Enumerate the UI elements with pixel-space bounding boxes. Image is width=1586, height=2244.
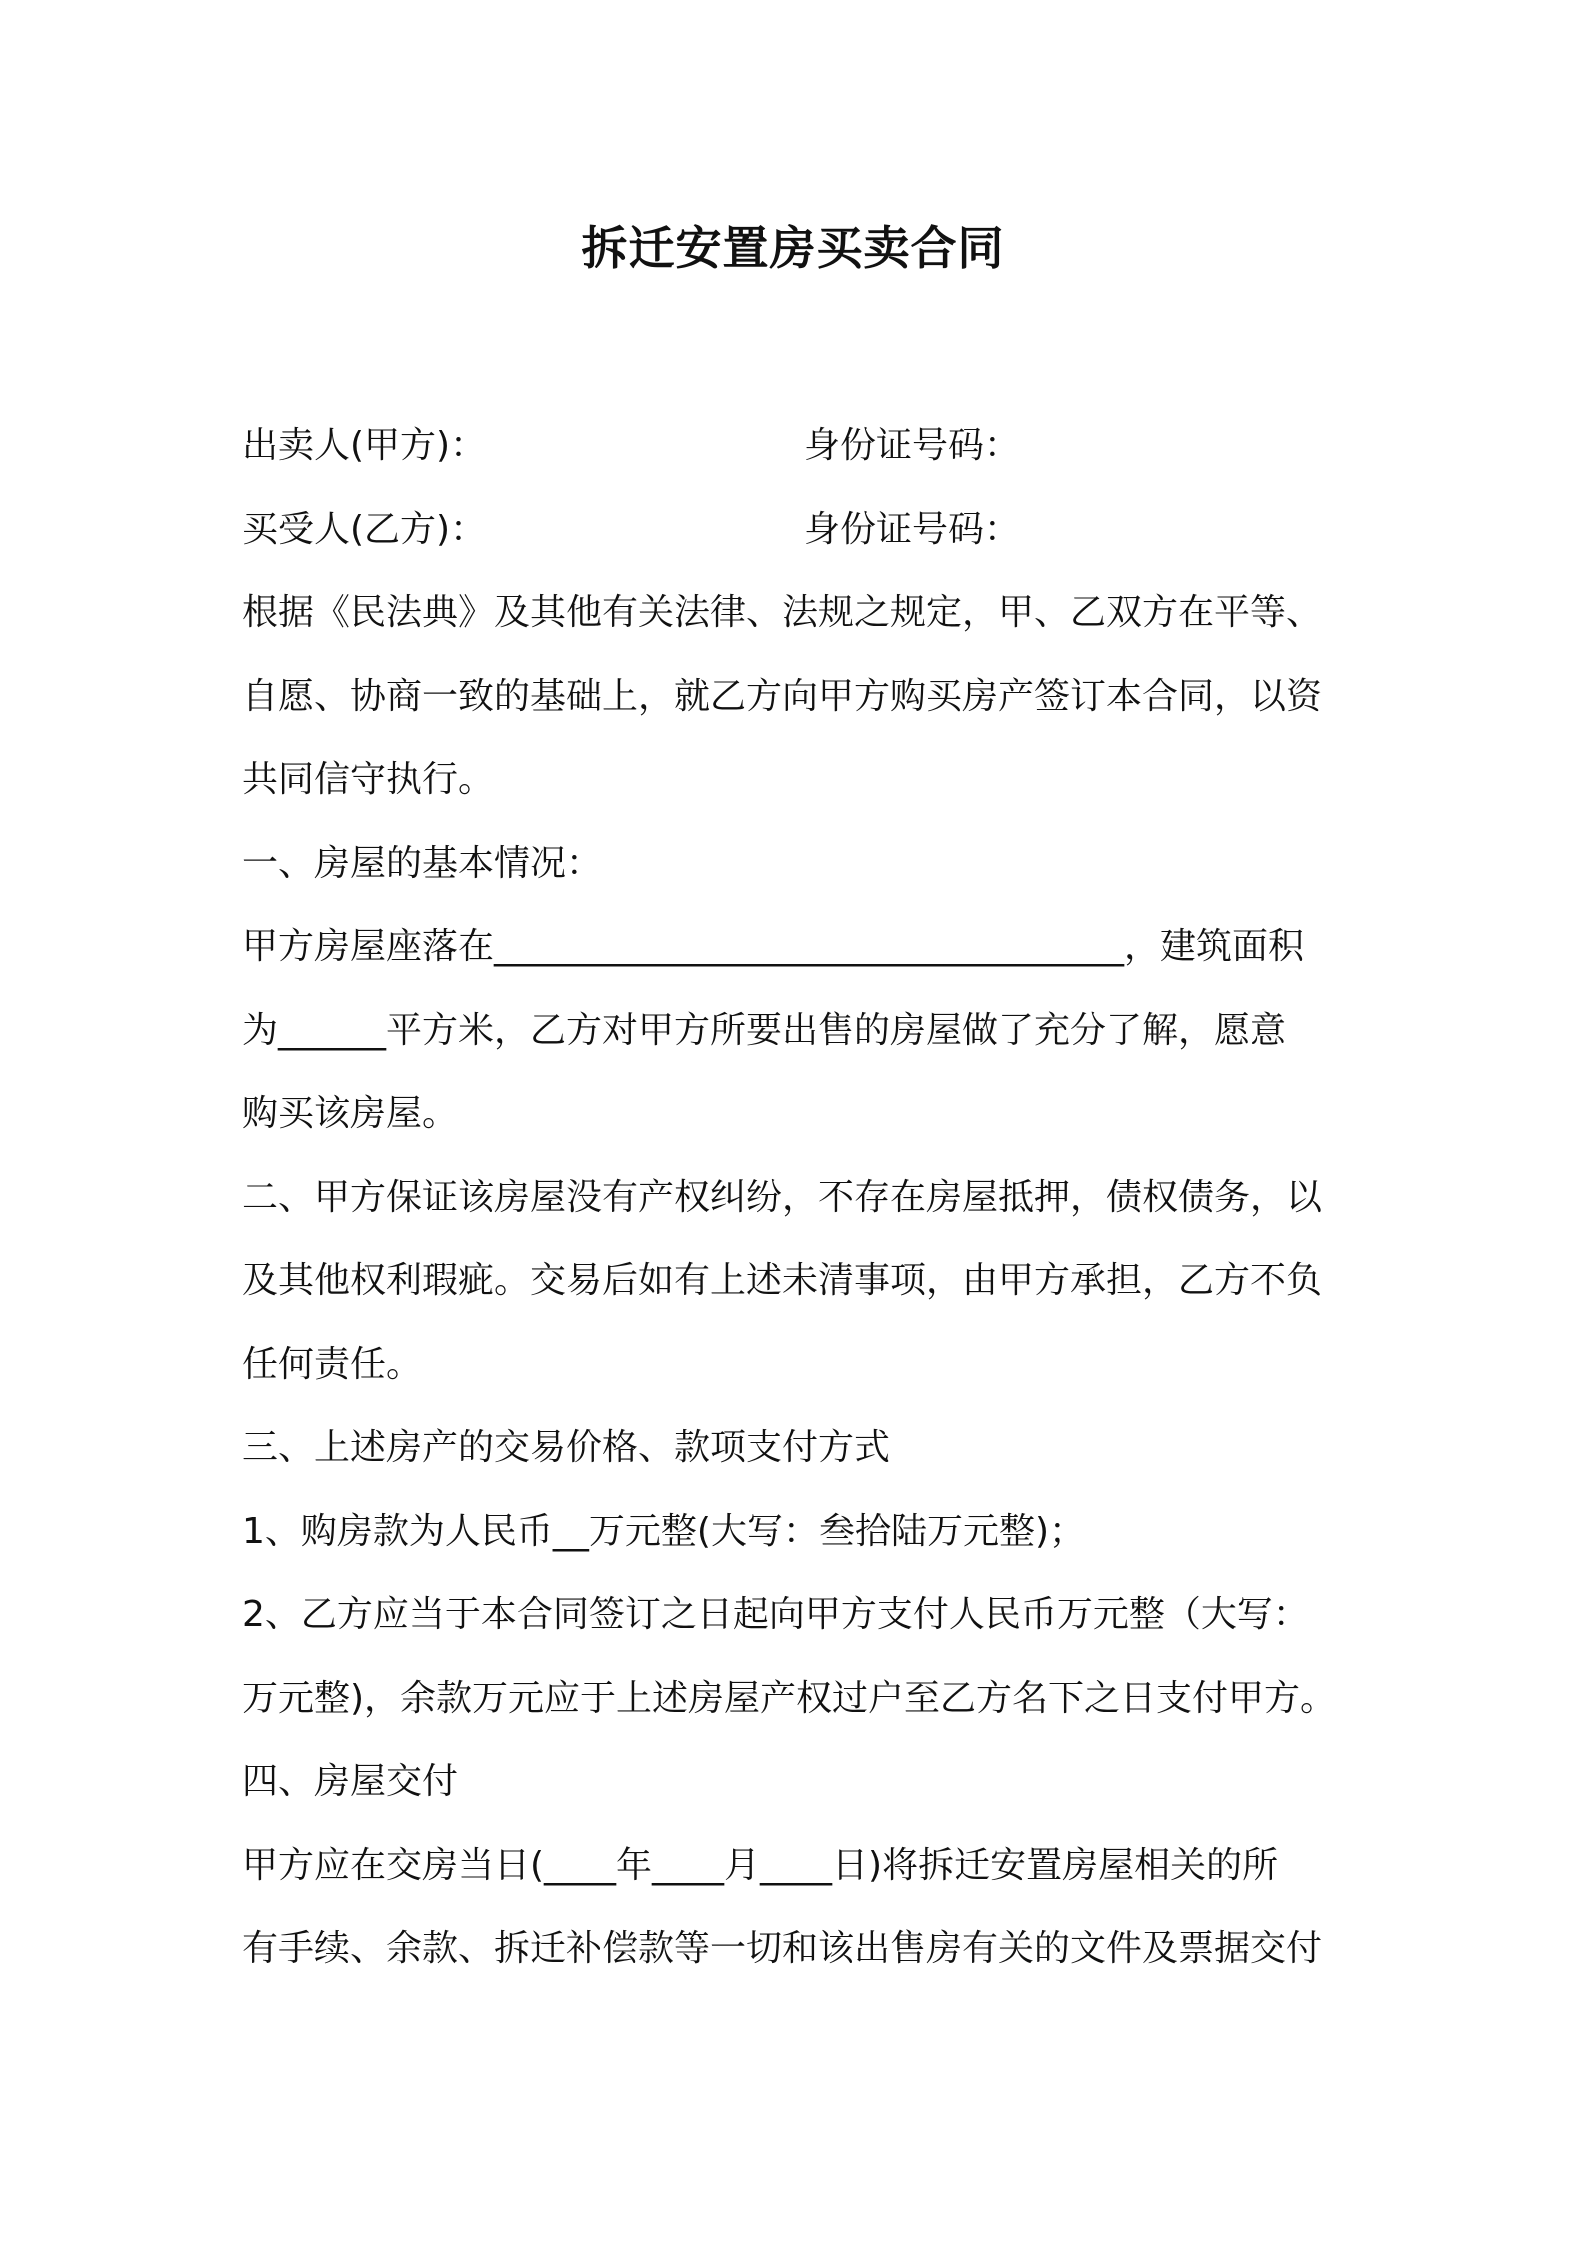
section-3-item-2-line-1: 2、乙方应当于本合同签订之日起向甲方支付人民币万元整（大写：: [242, 1594, 1309, 1635]
document-title: 拆迁安置房买卖合同: [581, 221, 1005, 275]
section-1-line-3: 购买该房屋。: [242, 1093, 459, 1134]
section-3-item-2-line-2: 万元整)，余款万元应于上述房屋产权过户至乙方名下之日支付甲方。: [242, 1677, 1337, 1719]
section-2-line-1: 二、甲方保证该房屋没有产权纠纷，不存在房屋抵押，债权债务，以: [242, 1176, 1323, 1218]
section-1-heading: 一、房屋的基本情况：: [242, 842, 603, 884]
document-body: [242, 404, 1372, 1991]
section-4-line-1: 甲方应在交房当日(____年____月____日)将拆迁安置房屋相关的所: [242, 1844, 1279, 1886]
seller-label: 出卖人(甲方)：: [242, 425, 487, 466]
section-1-line-1: 甲方房屋座落在___________________________________，建筑面积: [242, 926, 1305, 967]
section-2-line-2: 及其他权利瑕疵。交易后如有上述未清事项，由甲方承担，乙方不负: [242, 1260, 1323, 1301]
intro-line-1: 根据《民法典》及其他有关法律、法规之规定，甲、乙双方在平等、: [242, 592, 1323, 633]
buyer-label: 买受人(乙方)：: [242, 508, 487, 550]
buyer-row: [242, 488, 1372, 572]
buyer-id-label: 身份证号码：: [804, 508, 1021, 550]
section-2-line-3: 任何责任。: [242, 1343, 423, 1385]
seller-id-label: 身份证号码：: [804, 425, 1021, 466]
section-3-heading: 三、上述房产的交易价格、款项支付方式: [242, 1427, 891, 1468]
section-4-heading: 四、房屋交付: [242, 1761, 459, 1802]
section-4-line-2: 有手续、余款、拆迁补偿款等一切和该出售房有关的文件及票据交付: [242, 1928, 1323, 1969]
section-1-line-2: 为______平方米，乙方对甲方所要出售的房屋做了充分了解，愿意: [242, 1009, 1287, 1051]
seller-row: [242, 404, 1372, 488]
intro-line-3: 共同信守执行。: [242, 759, 495, 800]
intro-line-2: 自愿、协商一致的基础上，就乙方向甲方购买房产签订本合同，以资: [242, 675, 1323, 717]
section-3-item-1: 1、购房款为人民币__万元整(大写：叁拾陆万元整)；: [242, 1510, 1085, 1552]
